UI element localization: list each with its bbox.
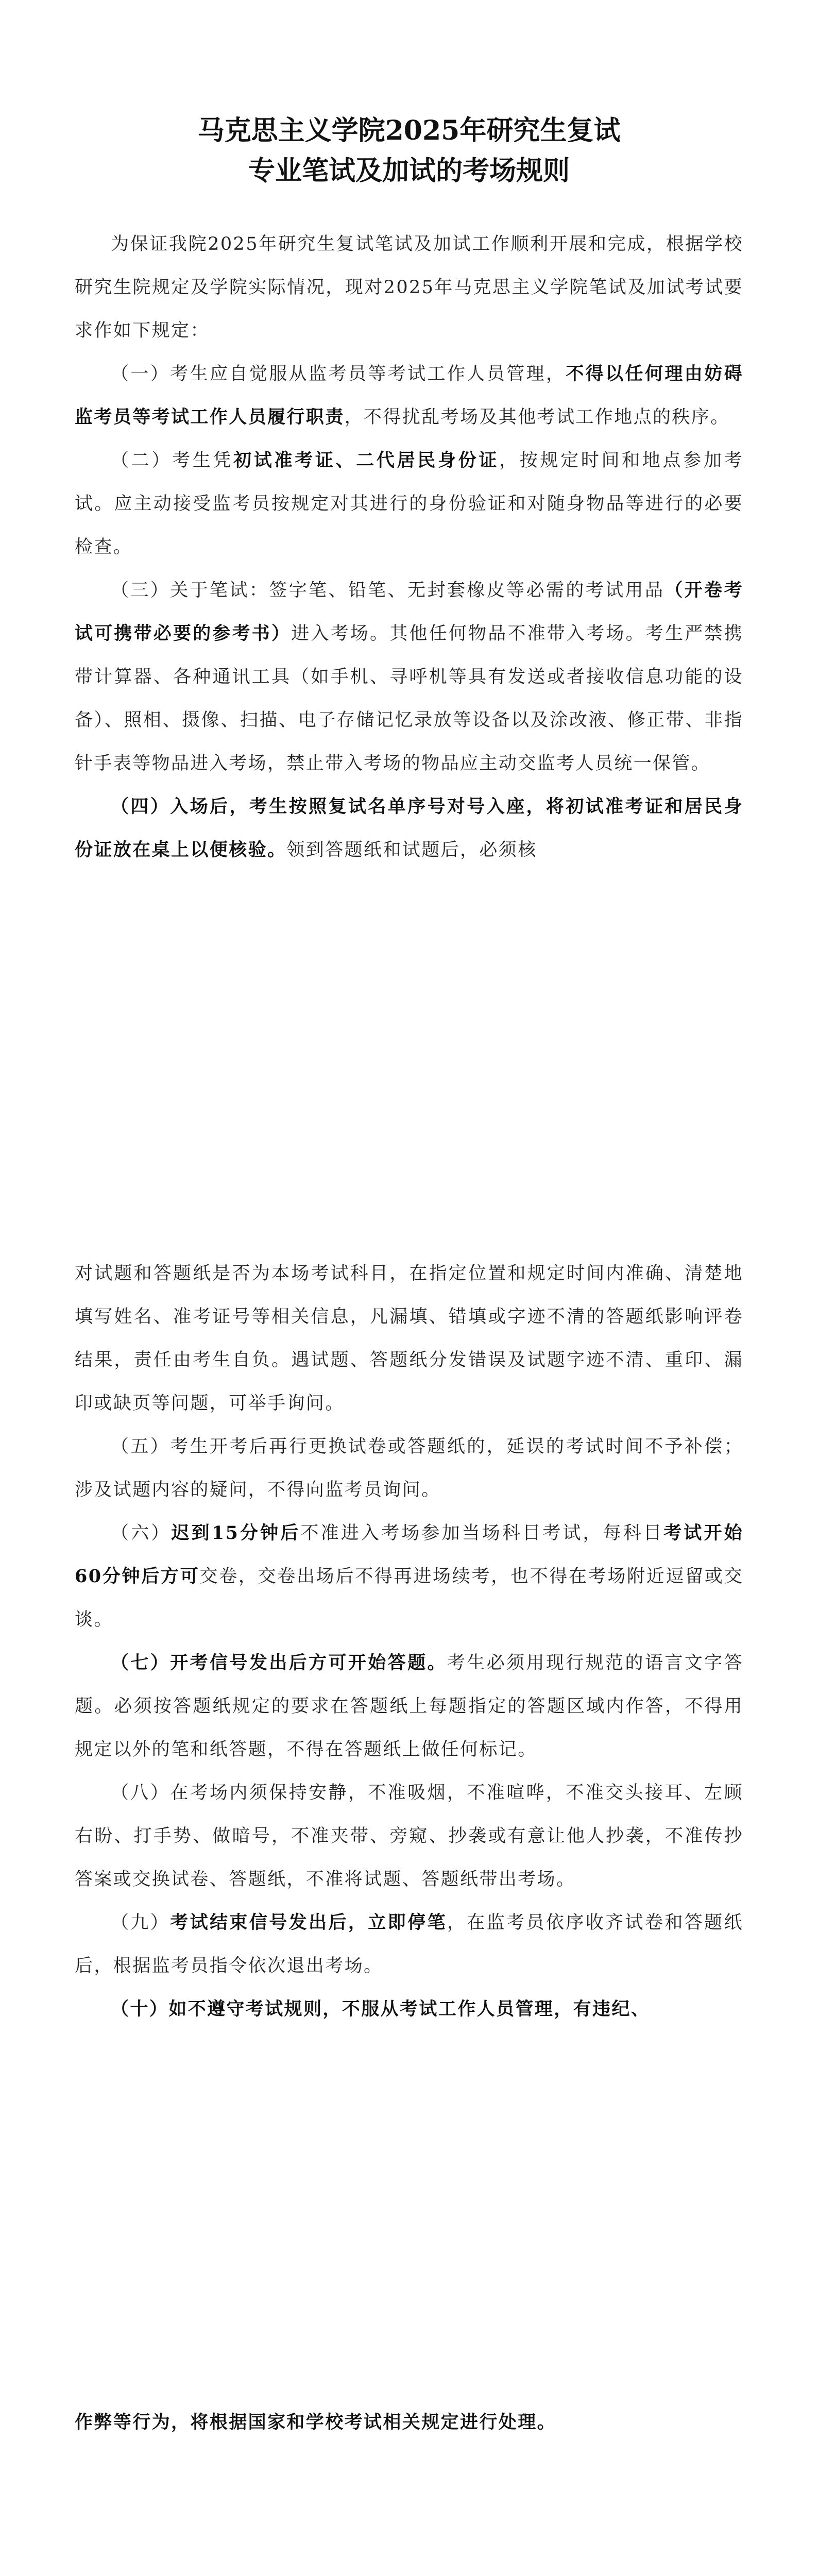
rule-9 bbox=[75, 1901, 743, 1988]
rule-9-tail: ，在监考员依序收齐试卷和答题纸后，根据监考员指令依次退出考场。 bbox=[75, 1912, 743, 1976]
rule-3 bbox=[75, 569, 743, 785]
rule-2-bold: 初试准考证、二代居民身份证 bbox=[233, 450, 500, 471]
rule-6-lead: （六） bbox=[111, 1523, 172, 1544]
rule-4 bbox=[75, 785, 743, 872]
rules-block-1 bbox=[75, 223, 743, 872]
rule-1-bold: 不得以任何理由妨碍监考员等考试工作人员履行职责 bbox=[75, 363, 743, 428]
rule-2-lead: （二）考生凭 bbox=[111, 450, 234, 471]
rules-block-2 bbox=[75, 1252, 743, 2031]
rule-3-lead: （三）关于笔试：签字笔、铅笔、无封套橡皮等必需的考试用品 bbox=[111, 580, 665, 601]
rule-7-tail: 考生必须用现行规范的语言文字答题。必须按答题纸规定的要求在答题纸上每题指定的答题区域内作答，不得用规定以外的笔和纸答题，不得在答题纸上做任何标记。 bbox=[75, 1653, 743, 1760]
rule-4-bold: （四）入场后，考生按照复试名单序号对号入座，将初试准考证和居民身份证放在桌上以便核验。 bbox=[75, 796, 743, 860]
rule-7 bbox=[75, 1641, 743, 1771]
rule-1-tail: ，不得扰乱考场及其他考试工作地点的秩序。 bbox=[344, 407, 730, 428]
rule-6-mid: 不准进入考场参加当场科目考试，每科目 bbox=[300, 1523, 664, 1544]
rule-6-tail: 交卷，交卷出场后不得再进场续考，也不得在考场附近逗留或交谈。 bbox=[75, 1566, 744, 1630]
rule-5: （五）考生开考后再行更换试卷或答题纸的，延误的考试时间不予补偿；涉及试题内容的疑问，不得向监考员询问。 bbox=[75, 1436, 743, 1500]
rule-7-bold: （七）开考信号发出后方可开始答题。 bbox=[111, 1652, 447, 1673]
rule-2 bbox=[75, 439, 743, 569]
rules-block-3 bbox=[75, 2401, 743, 2444]
rule-6-bold-2: 考试开始60分钟后方可 bbox=[75, 1522, 744, 1587]
rule-4-tail: 领到答题纸和试题后，必须核 bbox=[286, 840, 537, 860]
rule-6 bbox=[75, 1512, 743, 1641]
page-title-line1: 马克思主义学院2025年研究生复试 bbox=[197, 115, 621, 146]
rule-1-lead: （一）考生应自觉服从监考员等考试工作人员管理， bbox=[111, 364, 566, 384]
rule-3-tail: 进入考场。其他任何物品不准带入考场。考生严禁携带计算器、各种通讯工具（如手机、寻呼机等具有发送或者接收信息功能的设备）、照相、摄像、扫描、电子存储记忆录放等设备以及涂改液、修正带、非指针手表等物品进入考场，禁止带入考场的物品应主动交监考人员统一保管。 bbox=[75, 623, 743, 774]
rule-10-continued: 作弊等行为，将根据国家和学校考试相关规定进行处理。 bbox=[75, 2412, 557, 2433]
rule-10 bbox=[75, 1988, 743, 2031]
rule-6-bold-1: 迟到15分钟后 bbox=[171, 1522, 301, 1544]
page-title-line2: 专业笔试及加试的考场规则 bbox=[248, 155, 570, 187]
rule-4-continued: 对试题和答题纸是否为本场考试科目，在指定位置和规定时间内准确、清楚地填写姓名、准考证号等相关信息，凡漏填、错填或字迹不清的答题纸影响评卷结果，责任由考生自负。遇试题、答题纸分发错误及试题字迹不清、重印、漏印或缺页等问题，可举手询问。 bbox=[75, 1263, 743, 1414]
rule-9-bold: 考试结束信号发出后，立即停笔 bbox=[170, 1912, 447, 1933]
rule-9-lead: （九） bbox=[111, 1912, 171, 1933]
rule-2-tail: ，按规定时间和地点参加考试。应主动接受监考员按规定对其进行的身份验证和对随身物品等进行的必要检查。 bbox=[75, 450, 743, 557]
rule-3-bold: （开卷考试可携带必要的参考书） bbox=[75, 580, 743, 644]
rule-8: （八）在考场内须保持安静，不准吸烟，不准喧哗，不准交头接耳、左顾右盼、打手势、做暗号，不准夹带、旁窥、抄袭或有意让他人抄袭，不准传抄答案或交换试卷、答题纸，不准将试题、答题纸带出考场。 bbox=[75, 1783, 743, 1890]
rule-1 bbox=[75, 352, 743, 439]
rule-10-bold: （十）如不遵守考试规则，不服从考试工作人员管理，有违纪、 bbox=[111, 1998, 651, 2020]
intro-paragraph: 为保证我院2025年研究生复试笔试及加试工作顺利开展和完成，根据学校研究生院规定及学院实际情况，现对2025年马克思主义学院笔试及加试考试要求作如下规定： bbox=[75, 234, 743, 341]
